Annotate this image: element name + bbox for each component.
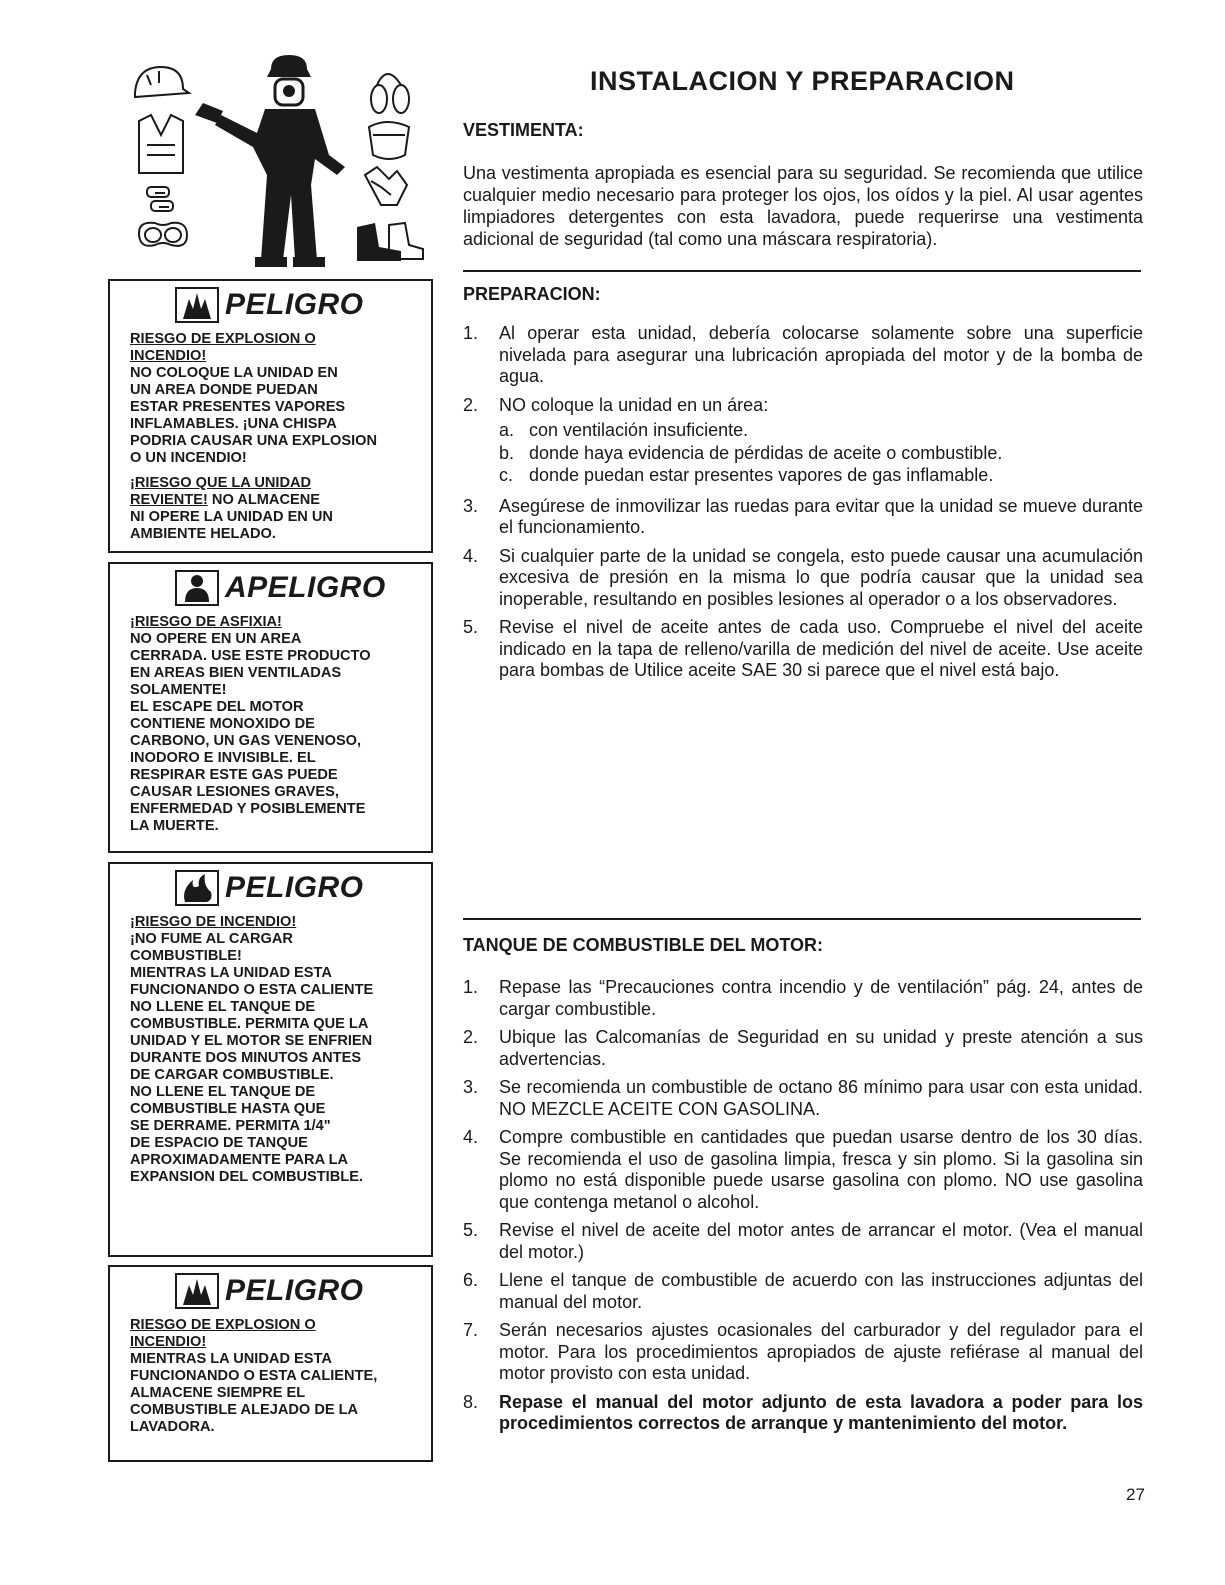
warning-line-text: ¡RIESGO QUE LA UNIDAD — [130, 475, 312, 491]
warning-line-text: CERRADA. USE ESTE PRODUCTO — [130, 648, 371, 664]
warning-line — [130, 750, 417, 767]
vestimenta-heading: VESTIMENTA: — [463, 120, 584, 140]
list-item-number: 2. — [463, 394, 479, 415]
warning-line — [130, 1419, 417, 1436]
warning-line — [130, 631, 417, 648]
list-item-body — [499, 1077, 1143, 1120]
warning-line — [130, 1118, 417, 1135]
warning-line-text: NI OPERE LA UNIDAD EN UN — [130, 509, 333, 525]
warning-line — [130, 1033, 417, 1050]
warning-line-text: NO LLENE EL TANQUE DE — [130, 999, 316, 1015]
warning-line — [130, 399, 417, 416]
warning-line-text: APROXIMADAMENTE PARA LA — [130, 1152, 349, 1168]
list-item-number: 3. — [463, 1077, 479, 1097]
section-divider — [463, 918, 1141, 920]
list-item — [463, 617, 1143, 682]
warning-line-text: INCENDIO! — [130, 348, 207, 364]
asphyxiation-icon — [175, 570, 219, 606]
list-item-body — [499, 1392, 1143, 1435]
warning-line — [130, 784, 417, 801]
sub-list — [499, 420, 1143, 487]
list-item-number: 3. — [463, 495, 479, 516]
warning-line-text: DE ESPACIO DE TANQUE — [130, 1135, 308, 1151]
sub-list-item-letter: a. — [499, 420, 515, 440]
warning-line — [130, 682, 417, 699]
warning-line-text: INFLAMABLES. ¡UNA CHISPA — [130, 416, 337, 432]
explosion-icon — [175, 287, 219, 323]
warning-line-text: INCENDIO! — [130, 1334, 207, 1350]
warning-line-text: NO OPERE EN UN AREA — [130, 631, 302, 647]
list-item — [463, 546, 1143, 611]
warning-line-text: INODORO E INVISIBLE. EL — [130, 750, 316, 766]
warning-line-text: FUNCIONANDO O ESTA CALIENTE, — [130, 1368, 378, 1384]
list-item — [463, 1220, 1143, 1263]
list-item-text: NO coloque la unidad en un área: — [499, 394, 769, 415]
list-item — [463, 1392, 1143, 1435]
sub-list-item-letter: c. — [499, 465, 514, 485]
list-item — [463, 496, 1143, 539]
warning-line — [130, 982, 417, 999]
warning-line — [130, 1317, 417, 1334]
list-item-body — [499, 1027, 1143, 1070]
face-shield-icon — [369, 122, 409, 159]
warning-line-text: RIESGO DE EXPLOSION O — [130, 331, 316, 347]
warning-line — [130, 526, 417, 543]
warning-header — [175, 287, 417, 323]
list-item-number: 2. — [463, 1027, 479, 1047]
list-item — [463, 977, 1143, 1020]
warning-line-text: SOLAMENTE! — [130, 682, 227, 698]
warning-line-text: PODRIA CAUSAR UNA EXPLOSION — [130, 433, 378, 449]
warning-line-text: NO COLOQUE LA UNIDAD EN — [130, 365, 338, 381]
goggles-icon — [139, 223, 187, 246]
warning-line — [130, 614, 417, 631]
warning-line — [130, 433, 417, 450]
sub-list-item — [499, 443, 1143, 465]
warning-line — [130, 1402, 417, 1419]
warning-line-text: DURANTE DOS MINUTOS ANTES — [130, 1050, 362, 1066]
warning-line-text: EXPANSION DEL COMBUSTIBLE. — [130, 1169, 363, 1185]
warning-line-text: COMBUSTIBLE HASTA QUE — [130, 1101, 326, 1117]
earplugs-icon — [147, 187, 173, 211]
safety-vest-icon — [139, 115, 183, 173]
warning-line-text: REVIENTE! — [130, 492, 208, 508]
warning-header — [175, 570, 417, 606]
warning-header — [175, 870, 417, 906]
warning-line-text: EL ESCAPE DEL MOTOR — [130, 699, 304, 715]
warning-line — [130, 348, 417, 365]
warning-line — [130, 716, 417, 733]
warning-line — [130, 699, 417, 716]
list-item-text: Compre combustible en cantidades que puedan usarse dentro de los 30 días. Se recomienda el uso de gasolina limpia, fresca y sin plomo. Si la gasolina sin plomo no está disponible puede usarse gasolina con plomo. NO use gasolina que contenga metanol o alcohol. — [499, 1127, 1143, 1212]
warning-line-text: MIENTRAS LA UNIDAD ESTA — [130, 965, 332, 981]
warning-header — [175, 1273, 417, 1309]
warning-line — [130, 331, 417, 348]
warning-line — [130, 665, 417, 682]
warning-line-text: O UN INCENDIO! — [130, 450, 247, 466]
sub-list-item-letter: b. — [499, 442, 515, 463]
warning-line — [130, 948, 417, 965]
list-item-number: 4. — [463, 1127, 479, 1147]
preparacion-list — [463, 323, 1143, 689]
sub-list-item — [499, 420, 1143, 442]
warning-line-text: RESPIRAR ESTE GAS PUEDE — [130, 767, 338, 783]
warning-line-text: DE CARGAR COMBUSTIBLE. — [130, 1067, 334, 1083]
warning-line — [130, 965, 417, 982]
warning-line-text: AMBIENTE HELADO. — [130, 526, 276, 542]
warning-line — [130, 382, 417, 399]
warning-line — [130, 914, 417, 931]
list-item-body — [499, 977, 1143, 1020]
tanque-list — [463, 977, 1143, 1442]
warning-line — [130, 1084, 417, 1101]
warning-line-text: NO LLENE EL TANQUE DE — [130, 1084, 316, 1100]
warning-line — [130, 1152, 417, 1169]
list-item-number: 1. — [463, 323, 479, 343]
warning-line-text: LA MUERTE. — [130, 818, 219, 834]
warning-line — [130, 818, 417, 835]
warning-line-text: ESTAR PRESENTES VAPORES — [130, 399, 346, 415]
warning-line — [130, 931, 417, 948]
list-item-body — [499, 323, 1143, 388]
list-item-text: Revise el nivel de aceite del motor antes de arrancar el motor. (Vea el manual del motor.) — [499, 1220, 1143, 1262]
list-item — [463, 1270, 1143, 1313]
warning-line — [130, 1067, 417, 1084]
warning-line — [130, 1016, 417, 1033]
warning-title: PELIGRO — [225, 1274, 364, 1307]
list-item-body — [499, 1320, 1143, 1385]
warning-line — [130, 1050, 417, 1067]
warning-line — [130, 767, 417, 784]
warning-line-text: LAVADORA. — [130, 1419, 215, 1435]
warning-line — [130, 509, 417, 526]
warning-line-text: CONTIENE MONOXIDO DE — [130, 716, 315, 732]
warning-line-text: COMBUSTIBLE ALEJADO DE LA — [130, 1402, 359, 1418]
page-title: INSTALACION Y PREPARACION — [590, 66, 1015, 96]
list-item-text: Serán necesarios ajustes ocasionales del carburador y del regulador para el motor. Para los procedimientos apropiados de ajuste refiérase al manual del motor provisto con esta unidad. — [499, 1320, 1143, 1383]
list-item-body — [499, 496, 1143, 539]
warning-line — [130, 648, 417, 665]
list-item — [463, 1077, 1143, 1120]
list-item-number: 4. — [463, 545, 479, 566]
gloves-icon — [365, 167, 407, 205]
list-item-number: 6. — [463, 1270, 479, 1290]
sub-list-item-text: con ventilación insuficiente. — [529, 420, 749, 440]
warning-line-text: ¡NO FUME AL CARGAR — [130, 931, 293, 947]
list-item — [463, 1027, 1143, 1070]
danger-box-explosion-storage — [108, 1265, 433, 1462]
list-item-number: 1. — [463, 977, 479, 997]
worker-figure — [195, 55, 345, 267]
list-item — [463, 395, 1143, 489]
warning-line-text: FUNCIONANDO O ESTA CALIENTE — [130, 982, 374, 998]
warning-line-text: ALMACENE SIEMPRE EL — [130, 1385, 306, 1401]
sub-list-item-text: donde puedan estar presentes vapores de gas inflamable. — [529, 465, 994, 485]
list-item-text: Si cualquier parte de la unidad se congela, esto puede causar una acumulación excesiva de presión en la misma lo que podría causar que la unidad sea inoperable, resultando en posibles lesiones al operador o a los observadores. — [499, 545, 1143, 609]
warning-line-text: MIENTRAS LA UNIDAD ESTA — [130, 1351, 332, 1367]
warning-line — [130, 475, 417, 492]
warning-line — [130, 1385, 417, 1402]
list-item-body — [499, 1270, 1143, 1313]
vestimenta-body: Una vestimenta apropiada es esencial para su seguridad. Se recomienda que utilice cualquier medio necesario para proteger los ojos, los oídos y la piel. Al usar agentes limpiadores detergentes con esta lavadora, puede requerirse una vestimenta adicional de seguridad (tal como una máscara respiratoria). — [463, 163, 1143, 249]
warning-line — [130, 801, 417, 818]
explosion-icon — [175, 1273, 219, 1309]
hard-hat-icon — [135, 67, 189, 97]
warning-line-text: CAUSAR LESIONES GRAVES, — [130, 784, 339, 800]
list-item-text: Repase las “Precauciones contra incendio y de ventilación” pág. 24, antes de cargar combustible. — [499, 977, 1143, 1019]
warning-line — [130, 416, 417, 433]
warning-spacer — [130, 467, 417, 475]
list-item-text: Asegúrese de inmovilizar las ruedas para evitar que la unidad se mueve durante el funcionamiento. — [499, 495, 1143, 537]
warning-line-text: ENFERMEDAD Y POSIBLEMENTE — [130, 801, 366, 817]
warning-line — [130, 450, 417, 467]
warning-line-text: COMBUSTIBLE. PERMITA QUE LA — [130, 1016, 369, 1032]
list-item — [463, 1127, 1143, 1213]
warning-line-text: ¡RIESGO DE INCENDIO! — [130, 914, 297, 930]
sub-list-item — [499, 465, 1143, 487]
warning-line — [130, 999, 417, 1016]
warning-line-text: UN AREA DONDE PUEDAN — [130, 382, 318, 398]
warning-line-text: ¡RIESGO DE ASFIXIA! — [130, 614, 282, 630]
warning-line — [130, 1135, 417, 1152]
list-item-body — [499, 1127, 1143, 1213]
warning-line-text: RIESGO DE EXPLOSION O — [130, 1317, 316, 1333]
list-item-number: 7. — [463, 1320, 479, 1340]
fire-icon — [175, 870, 219, 906]
list-item-number: 8. — [463, 1391, 479, 1412]
list-item — [463, 323, 1143, 388]
tanque-heading: TANQUE DE COMBUSTIBLE DEL MOTOR: — [463, 935, 823, 955]
warning-line-text: EN AREAS BIEN VENTILADAS — [130, 665, 342, 681]
warning-title: PELIGRO — [225, 871, 364, 904]
sub-list-item-text: donde haya evidencia de pérdidas de aceite o combustible. — [529, 442, 1003, 463]
boots-icon — [357, 223, 423, 261]
list-item-text: Revise el nivel de aceite antes de cada uso. Compruebe el nivel del aceite indicado en la tapa de relleno/varilla de medición del nivel de aceite. Use aceite para bombas de Utilice aceite SAE 30 si parece que el nivel está bajo. — [499, 617, 1143, 680]
warning-line — [130, 1351, 417, 1368]
warning-line — [130, 365, 417, 382]
list-item-number: 5. — [463, 617, 479, 637]
list-item-body — [499, 395, 1143, 489]
preparacion-heading: PREPARACION: — [463, 284, 601, 304]
warning-line-text: CARBONO, UN GAS VENENOSO, — [130, 733, 362, 749]
list-item-text: Se recomienda un combustible de octano 86 mínimo para usar con esta unidad. NO MEZCLE ACEITE CON GASOLINA. — [499, 1077, 1143, 1119]
ear-muffs-icon — [371, 74, 409, 113]
page-number: 27 — [1126, 1485, 1145, 1504]
warning-line — [130, 1169, 417, 1186]
list-item-text: Al operar esta unidad, debería colocarse solamente sobre una superficie nivelada para asegurar una lubricación apropiada del motor y de la bomba de agua. — [499, 323, 1143, 386]
warning-line-rest: NO ALMACENE — [207, 492, 320, 508]
list-item-text: Repase el manual del motor adjunto de esta lavadora a poder para los procedimientos correctos de arranque y mantenimiento del motor. — [499, 1391, 1143, 1433]
warning-title: PELIGRO — [225, 288, 364, 321]
warning-line-text: UNIDAD Y EL MOTOR SE ENFRIEN — [130, 1033, 373, 1049]
warning-line-text: COMBUSTIBLE! — [130, 948, 242, 964]
list-item-body — [499, 1220, 1143, 1263]
danger-box-explosion — [108, 279, 433, 553]
list-item-text: Ubique las Calcomanías de Seguridad en su unidad y preste atención a sus advertencias. — [499, 1027, 1143, 1069]
warning-title: APELIGRO — [225, 571, 386, 604]
warning-line-text: SE DERRAME. PERMITA 1/4" — [130, 1118, 331, 1134]
list-item — [463, 1320, 1143, 1385]
protective-equipment-illustration — [125, 55, 435, 270]
warning-line — [130, 492, 417, 509]
warning-line — [130, 1368, 417, 1385]
warning-line — [130, 1101, 417, 1118]
list-item-number: 5. — [463, 1220, 479, 1240]
danger-box-asphyxiation — [108, 562, 433, 853]
warning-line — [130, 733, 417, 750]
list-item-text: Llene el tanque de combustible de acuerdo con las instrucciones adjuntas del manual del motor. — [499, 1270, 1143, 1312]
list-item-body — [499, 617, 1143, 682]
danger-box-fire — [108, 862, 433, 1257]
warning-line — [130, 1334, 417, 1351]
list-item-body — [499, 546, 1143, 611]
section-divider — [463, 270, 1141, 272]
